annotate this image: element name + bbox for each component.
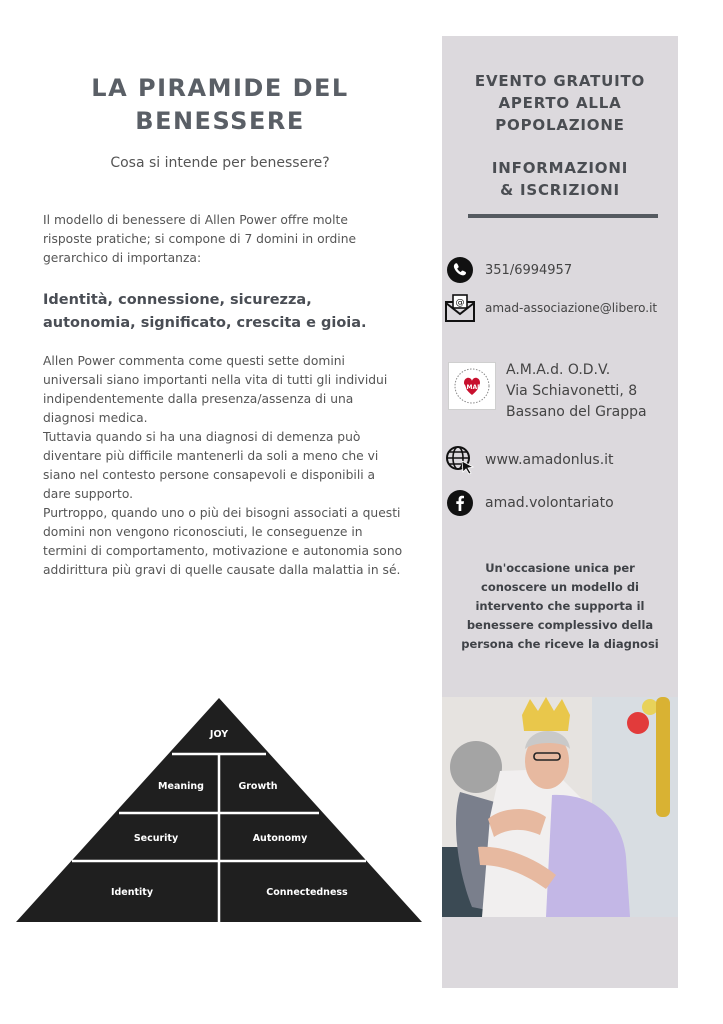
divider bbox=[468, 214, 658, 218]
website-url: www.amadonlus.it bbox=[485, 452, 614, 468]
email-icon bbox=[443, 292, 477, 324]
org-name: A.M.A.d. O.D.V. bbox=[506, 362, 611, 378]
paragraph-3: Purtroppo, quando uno o più dei bisogni associati a questi domini non vengono riconosciuti, le conseguenze in termini di comportamento, motivazione e autonomia sono addirittura più gravi di quelle causate dalla malattia in sé. bbox=[43, 506, 403, 577]
body-text bbox=[43, 352, 403, 580]
facebook-page: amad.volontariato bbox=[485, 495, 614, 511]
event-line-3: POPOLAZIONE bbox=[495, 116, 625, 134]
info-line-2: & ISCRIZIONI bbox=[500, 181, 620, 199]
title-line-1: LA PIRAMIDE DEL bbox=[91, 74, 349, 102]
phone-number: 351/6994957 bbox=[485, 262, 573, 278]
intro-text: Il modello di benessere di Allen Power offre molte risposte pratiche; si compone di 7 domini in ordine gerarchico di importanza: bbox=[43, 213, 357, 265]
svg-text:@: @ bbox=[455, 298, 465, 308]
address-block bbox=[506, 360, 647, 423]
subtitle: Cosa si intende per benessere? bbox=[110, 155, 330, 171]
pyramid-label-connectedness: Connectedness bbox=[266, 887, 348, 898]
pyramid-label-meaning: Meaning bbox=[158, 781, 204, 792]
title-line-2: BENESSERE bbox=[135, 107, 305, 135]
pyramid-label-identity: Identity bbox=[110, 887, 154, 898]
phone-row[interactable] bbox=[442, 254, 572, 286]
email-address: amad-associazione@libero.it bbox=[485, 301, 658, 315]
paragraph-1: Allen Power commenta come questi sette domini universali siano importanti nella vita di tutti gli individui indipendentemente dalla presenza/assenza di una diagnosi medica. bbox=[43, 354, 388, 425]
domains-highlight: Identità, connessione, sicurezza, autonomia, significato, crescita e gioia. bbox=[43, 292, 367, 331]
email-row[interactable] bbox=[442, 292, 657, 324]
globe-icon bbox=[443, 444, 477, 476]
page-title bbox=[60, 72, 380, 138]
logo-text: AMAD bbox=[461, 384, 483, 391]
seniors-hug-photo bbox=[442, 697, 678, 917]
tagline: Un'occasione unica per conoscere un modello di intervento che supporta il benessere complessivo della persona che riceve la diagnosi bbox=[461, 561, 659, 651]
wellbeing-pyramid bbox=[16, 698, 422, 922]
event-line-1: EVENTO GRATUITO bbox=[474, 72, 646, 90]
facebook-icon bbox=[443, 487, 477, 519]
event-line-2: APERTO ALLA bbox=[498, 94, 622, 112]
website-row[interactable] bbox=[442, 444, 614, 476]
facebook-row[interactable] bbox=[442, 487, 614, 519]
phone-icon bbox=[443, 254, 477, 286]
pyramid-label-joy: JOY bbox=[209, 729, 229, 740]
info-heading bbox=[442, 157, 678, 201]
pyramid-label-security: Security bbox=[133, 833, 179, 844]
address-street: Via Schiavonetti, 8 bbox=[506, 383, 638, 399]
amad-logo bbox=[448, 362, 496, 410]
pyramid-label-growth: Growth bbox=[238, 781, 278, 792]
address-city: Bassano del Grappa bbox=[506, 404, 647, 420]
organization bbox=[448, 360, 647, 423]
paragraph-2: Tuttavia quando si ha una diagnosi di demenza può diventare più difficile mantenerli da soli a meno che vi siano nel contesto persone consapevoli e disponibili a dare supporto. bbox=[43, 430, 379, 501]
info-line-1: INFORMAZIONI bbox=[491, 159, 629, 177]
event-heading bbox=[442, 70, 678, 136]
pyramid-label-autonomy: Autonomy bbox=[252, 833, 308, 844]
info-sidebar bbox=[442, 36, 678, 988]
